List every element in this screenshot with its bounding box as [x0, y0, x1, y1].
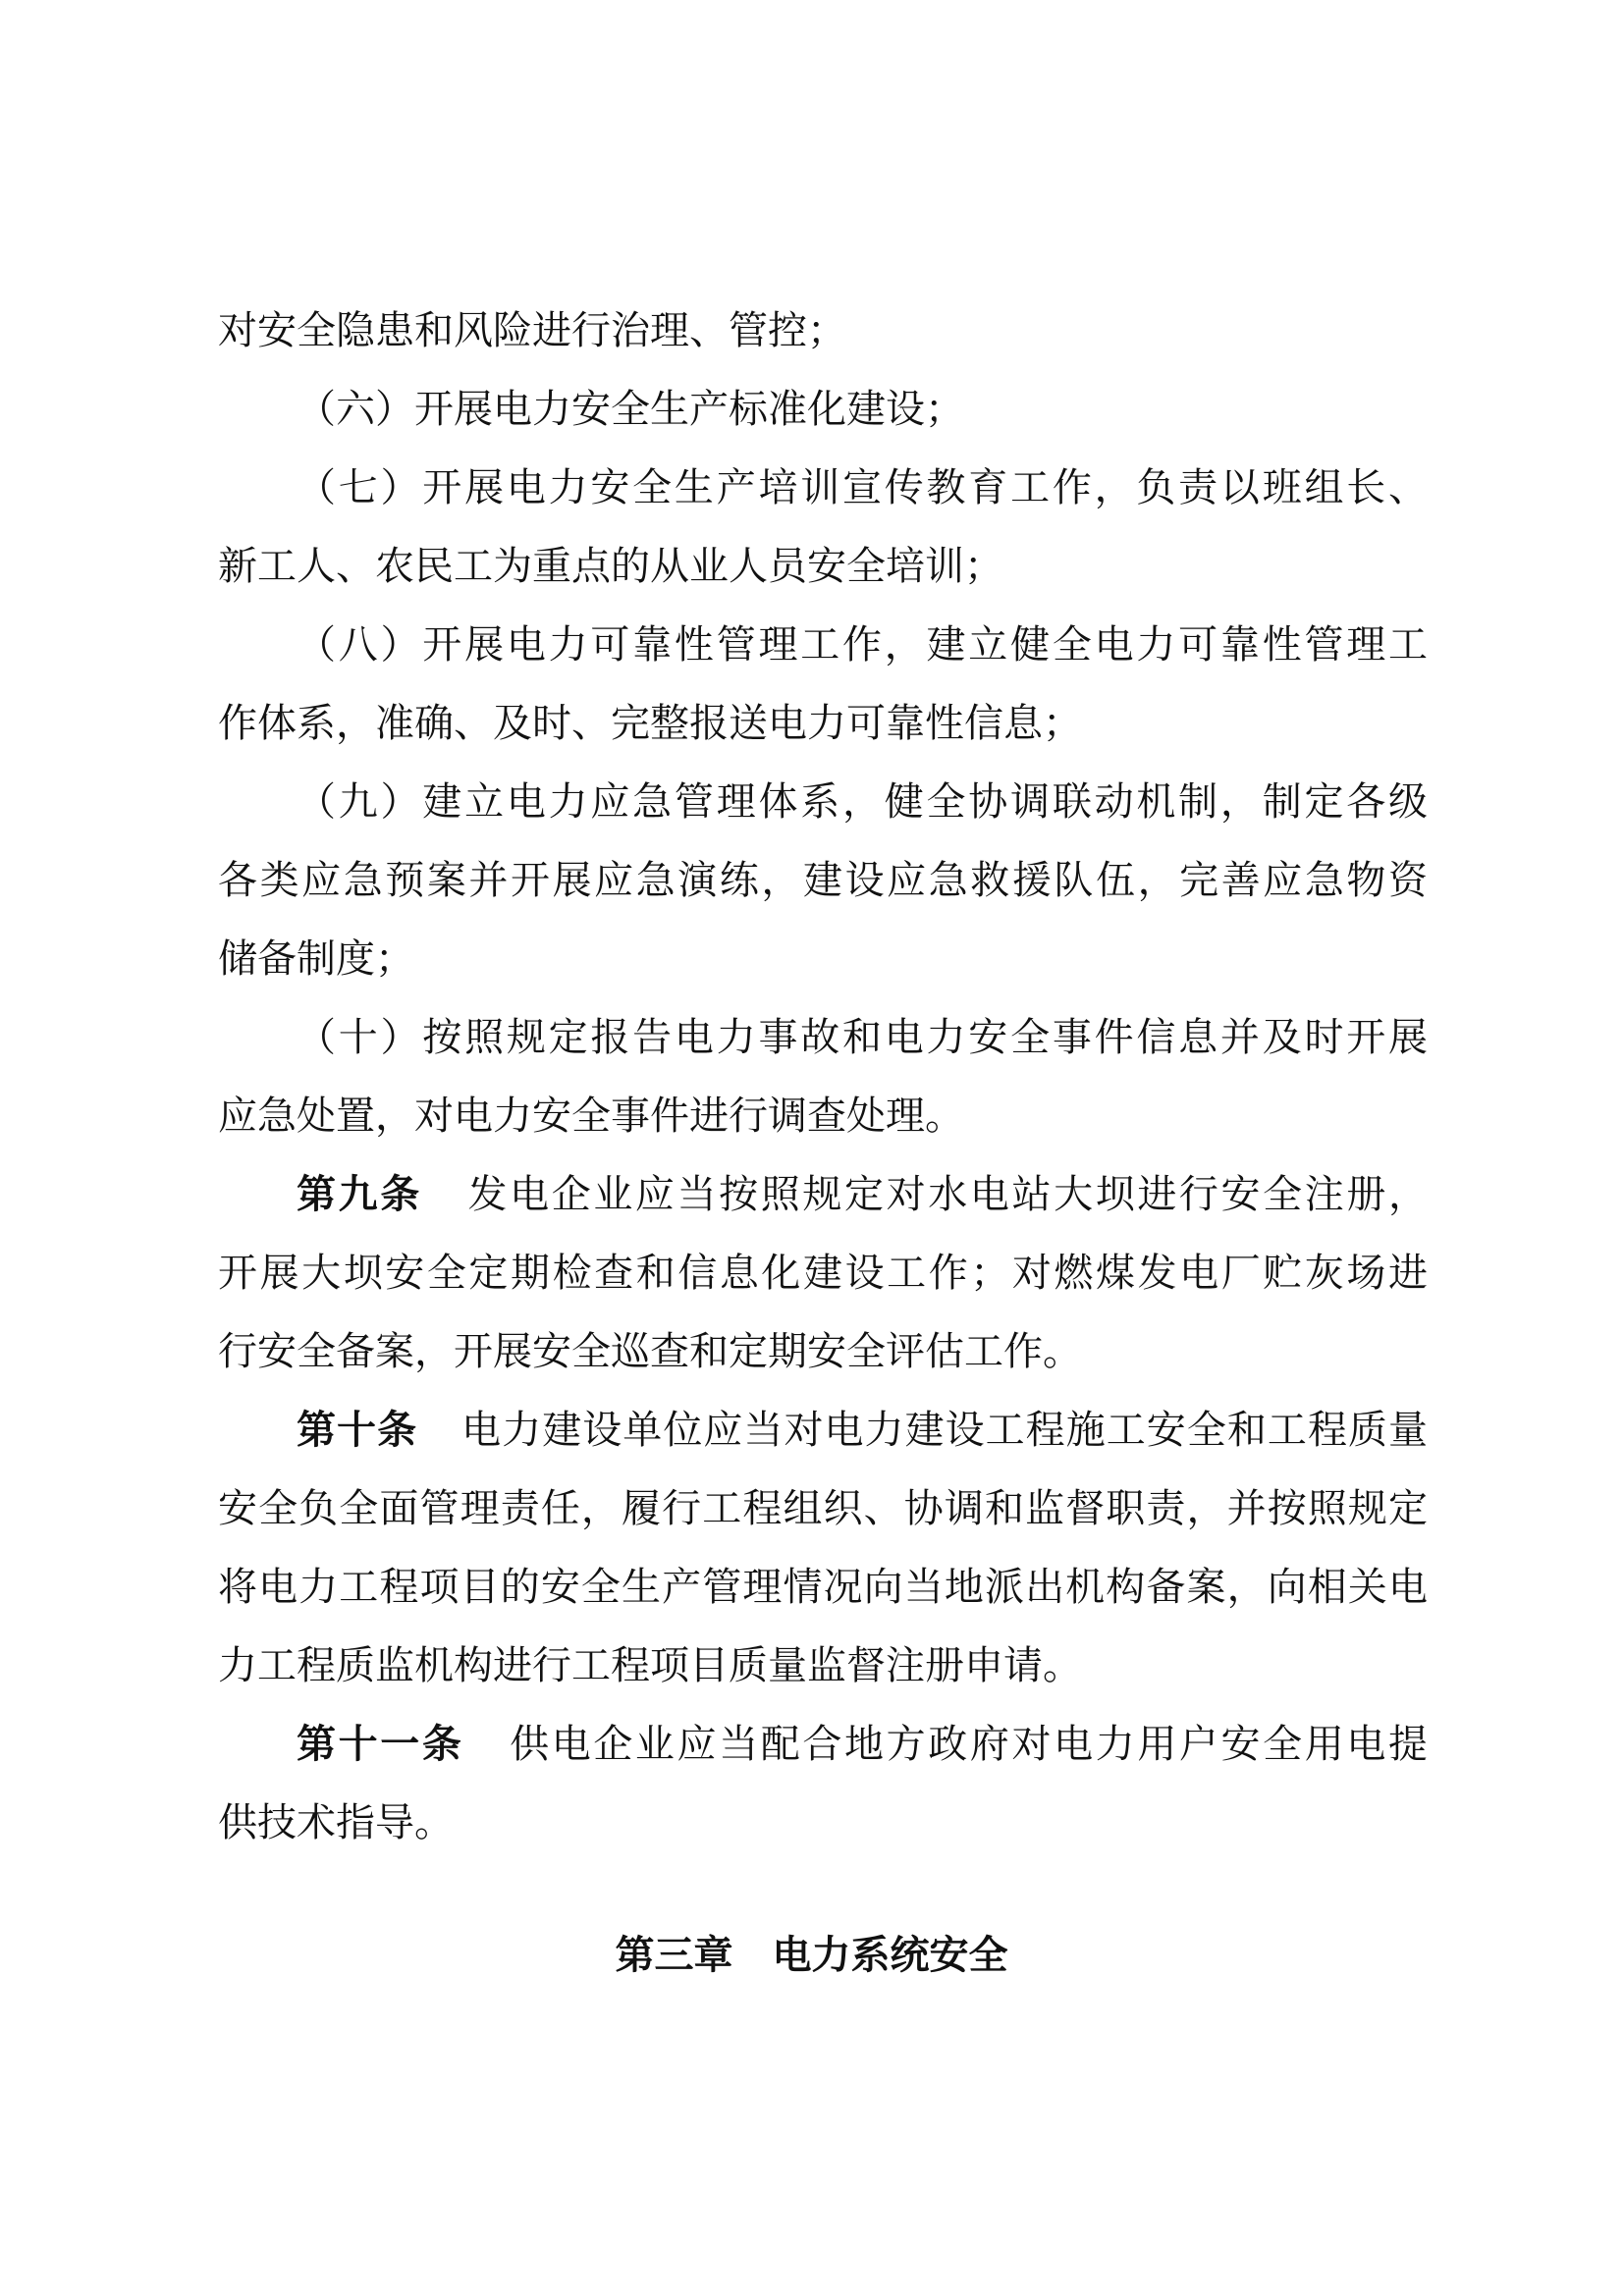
article-11-text: 供电企业应当配合地方政府对电力用户安全用电提 — [507, 1722, 1429, 1767]
list-item-8: （八）开展电力可靠性管理工作，建立健全电力可靠性管理工 — [297, 622, 1428, 667]
chapter-heading — [0, 1916, 1623, 1995]
article-9-first-line — [297, 1155, 1428, 1234]
article-10-first-line — [297, 1391, 1428, 1469]
article-9-line: 开展大坝安全定期检查和信息化建设工作；对燃煤发电厂贮灰场进 — [218, 1251, 1428, 1296]
article-10-line: 将电力工程项目的安全生产管理情况向当地派出机构备案，向相关电 — [218, 1565, 1428, 1610]
list-item-10-continued: 应急处置，对电力安全事件进行调查处理。 — [218, 1094, 964, 1139]
article-9-heading: 第九条 — [297, 1172, 422, 1217]
article-10-heading: 第十条 — [297, 1408, 418, 1453]
paragraph-line: 对安全隐患和风险进行治理、管控； — [218, 308, 846, 353]
chapter-title: 电力系统安全 — [772, 1933, 1008, 1978]
article-11-first-line — [297, 1705, 1428, 1784]
list-item-9-continued: 各类应急预案并开展应急演练，建设应急救援队伍，完善应急物资 — [218, 858, 1428, 903]
list-item-7-continued: 新工人、农民工为重点的从业人员安全培训； — [218, 544, 1003, 589]
article-10-line: 力工程质监机构进行工程项目质量监督注册申请。 — [218, 1643, 1082, 1688]
list-item-8-continued: 作体系，准确、及时、完整报送电力可靠性信息； — [218, 701, 1082, 746]
article-11-line: 供技术指导。 — [218, 1800, 454, 1845]
article-9-text: 发电企业应当按照规定对水电站大坝进行安全注册， — [464, 1172, 1429, 1217]
article-10-line: 安全负全面管理责任，履行工程组织、协调和监督职责，并按照规定 — [218, 1486, 1428, 1531]
list-item-9: （九）建立电力应急管理体系，健全协调联动机制，制定各级 — [297, 779, 1428, 825]
list-item-6: （六）开展电力安全生产标准化建设； — [297, 387, 964, 432]
list-item-7: （七）开展电力安全生产培训宣传教育工作，负责以班组长、 — [297, 465, 1428, 510]
article-10-text: 电力建设单位应当对电力建设工程施工安全和工程质量 — [460, 1408, 1429, 1453]
article-11-heading: 第十一条 — [297, 1722, 464, 1767]
list-item-9-continued: 储备制度； — [218, 936, 414, 982]
list-item-10: （十）按照规定报告电力事故和电力安全事件信息并及时开展 — [297, 1015, 1428, 1060]
chapter-number: 第三章 — [615, 1933, 733, 1978]
article-9-line: 行安全备案，开展安全巡查和定期安全评估工作。 — [218, 1329, 1082, 1374]
